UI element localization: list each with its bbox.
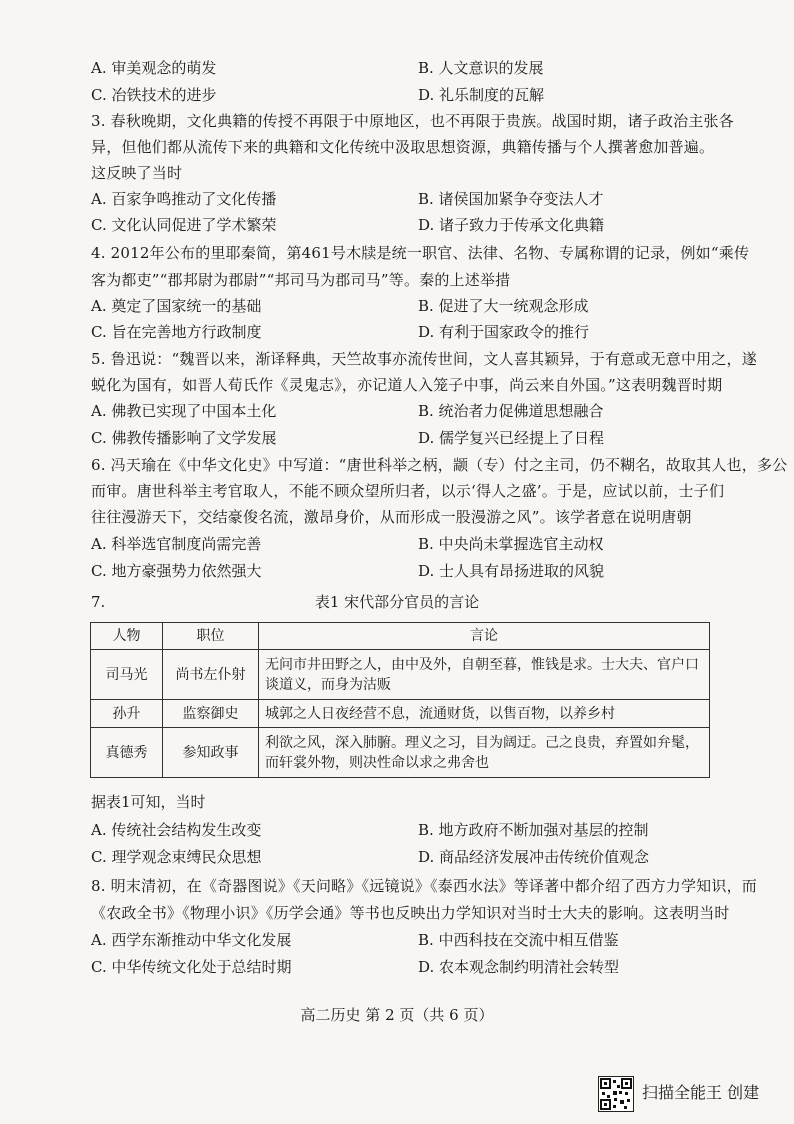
q4-option-b: B. 促进了大一统观念形成 [418, 297, 589, 315]
q2-option-c: C. 冶铁技术的进步 [91, 86, 217, 104]
q3-stem-line-1: 3. 春秋晚期，文化典籍的传授不再限于中原地区，也不再限于贵族。战国时期，诸子政治主张各 [91, 112, 734, 130]
table-row [91, 700, 710, 728]
table-cell-person: 孙升 [91, 700, 163, 728]
q6-stem-line-3: 往往漫游天下，交结豪俊名流，激昂身价，从而形成一股漫游之风”。该学者意在说明唐朝 [91, 508, 692, 526]
q4-stem-line-2: 客为都吏”“郡邦尉为郡尉”“邦司马为郡司马”等。秦的上述举措 [91, 271, 511, 289]
q2-option-d: D. 礼乐制度的瓦解 [418, 86, 545, 104]
q8-option-d: D. 农本观念制约明清社会转型 [418, 958, 620, 976]
q6-stem-line-2: 而审。唐世科举主考官取人，不能不顾众望所归者，以示‘得人之盛’。于是，应试以前，士子们 [91, 482, 725, 500]
q4-option-a: A. 奠定了国家统一的基础 [91, 297, 262, 315]
table-header-person: 人物 [91, 623, 163, 650]
q5-option-b: B. 统治者力促佛道思想融合 [418, 402, 604, 420]
q3-option-d: D. 诸子致力于传承文化典籍 [418, 216, 605, 234]
table-header-speech: 言论 [259, 623, 710, 650]
table-cell-speech: 无问市井田野之人，由中及外，自朝至暮，惟钱是求。士大夫、官户口谈道义，而身为沽贩 [259, 650, 710, 700]
table-cell-speech: 城郭之人日夜经营不息，流通财货，以售百物，以养乡村 [259, 700, 710, 728]
page-footer: 高二历史 第 2 页（共 6 页） [300, 1006, 494, 1024]
q2-option-b: B. 人文意识的发展 [418, 59, 544, 77]
q3-stem-line-2: 异，但他们都从流传下来的典籍和文化传统中汲取思想资源，典籍传播与个人撰著愈加普遍。 [91, 138, 715, 156]
table-cell-post: 尚书左仆射 [163, 650, 259, 700]
q4-option-d: D. 有利于国家政令的推行 [418, 323, 590, 341]
qr-code-icon [598, 1076, 634, 1112]
q5-option-d: D. 儒学复兴已经提上了日程 [418, 429, 605, 447]
table-cell-person: 真德秀 [91, 728, 163, 778]
q7-option-c: C. 理学观念束缚民众思想 [91, 848, 262, 866]
q3-option-a: A. 百家争鸣推动了文化传播 [91, 190, 277, 208]
q4-option-c: C. 旨在完善地方行政制度 [91, 323, 262, 341]
q2-option-a: A. 审美观念的萌发 [91, 59, 217, 77]
q8-option-c: C. 中华传统文化处于总结时期 [91, 958, 292, 976]
q5-option-a: A. 佛教已实现了中国本土化 [91, 402, 277, 420]
q6-stem-line-1: 6. 冯天瑜在《中华文化史》中写道：“唐世科举之柄，颛（专）付之主司，仍不糊名，故取其人也，多公 [91, 456, 788, 474]
q8-stem-line-1: 8. 明末清初，在《奇器图说》《天问略》《远镜说》《泰西水法》等译著中都介绍了西方力学知识，而 [91, 877, 757, 895]
table-row [91, 728, 710, 778]
q3-stem-line-3: 这反映了当时 [91, 164, 183, 182]
scanner-watermark-label: 扫描全能王 创建 [642, 1083, 760, 1102]
q8-stem-line-2: 《农政全书》《物理小识》《历学会通》等书也反映出力学知识对当时士大夫的影响。这表明当时 [91, 904, 730, 922]
q4-stem-line-1: 4. 2012年公布的里耶秦简，第461号木牍是统一职官、法律、名物、专属称谓的记录，例如“乘传 [91, 244, 750, 262]
q3-option-c: C. 文化认同促进了学术繁荣 [91, 216, 277, 234]
table-cell-person: 司马光 [91, 650, 163, 700]
q8-option-a: A. 西学东渐推动中华文化发展 [91, 931, 292, 949]
q6-option-b: B. 中央尚未掌握选官主动权 [418, 535, 604, 553]
q8-option-b: B. 中西科技在交流中相互借鉴 [418, 931, 619, 949]
q5-option-c: C. 佛教传播影响了文学发展 [91, 429, 277, 447]
q6-option-c: C. 地方豪强势力依然强大 [91, 562, 262, 580]
officials-table [90, 622, 710, 778]
table-row [91, 650, 710, 700]
table-header-post: 职位 [163, 623, 259, 650]
table-cell-post: 监察御史 [163, 700, 259, 728]
q5-stem-line-2: 蜕化为国有，如晋人荀氏作《灵鬼志》，亦记道人入笼子中事，尚云来自外国。”这表明魏晋时期 [91, 376, 723, 394]
table-caption: 表1 宋代部分官员的言论 [314, 593, 480, 611]
q7-option-b: B. 地方政府不断加强对基层的控制 [418, 821, 649, 839]
q7-stem: 据表1可知，当时 [91, 793, 206, 811]
q7-number: 7. [91, 593, 106, 611]
q5-stem-line-1: 5. 鲁迅说：“魏晋以来，渐译释典，天竺故事亦流传世间，文人喜其颖异，于有意或无意中用之，遂 [91, 350, 757, 368]
q3-option-b: B. 诸侯国加紧争夺变法人才 [418, 190, 604, 208]
table-cell-speech: 利欲之风，深入肺腑。理义之习，目为阔迂。己之良贵，弃置如弁髦，而轩裳外物，则决性命以求之弗舍也 [259, 728, 710, 778]
table-cell-post: 参知政事 [163, 728, 259, 778]
q7-option-d: D. 商品经济发展冲击传统价值观念 [418, 848, 650, 866]
table-header-row [91, 623, 710, 650]
q7-option-a: A. 传统社会结构发生改变 [91, 821, 262, 839]
q6-option-a: A. 科举选官制度尚需完善 [91, 535, 262, 553]
q6-option-d: D. 士人具有昂扬进取的风貌 [418, 562, 605, 580]
